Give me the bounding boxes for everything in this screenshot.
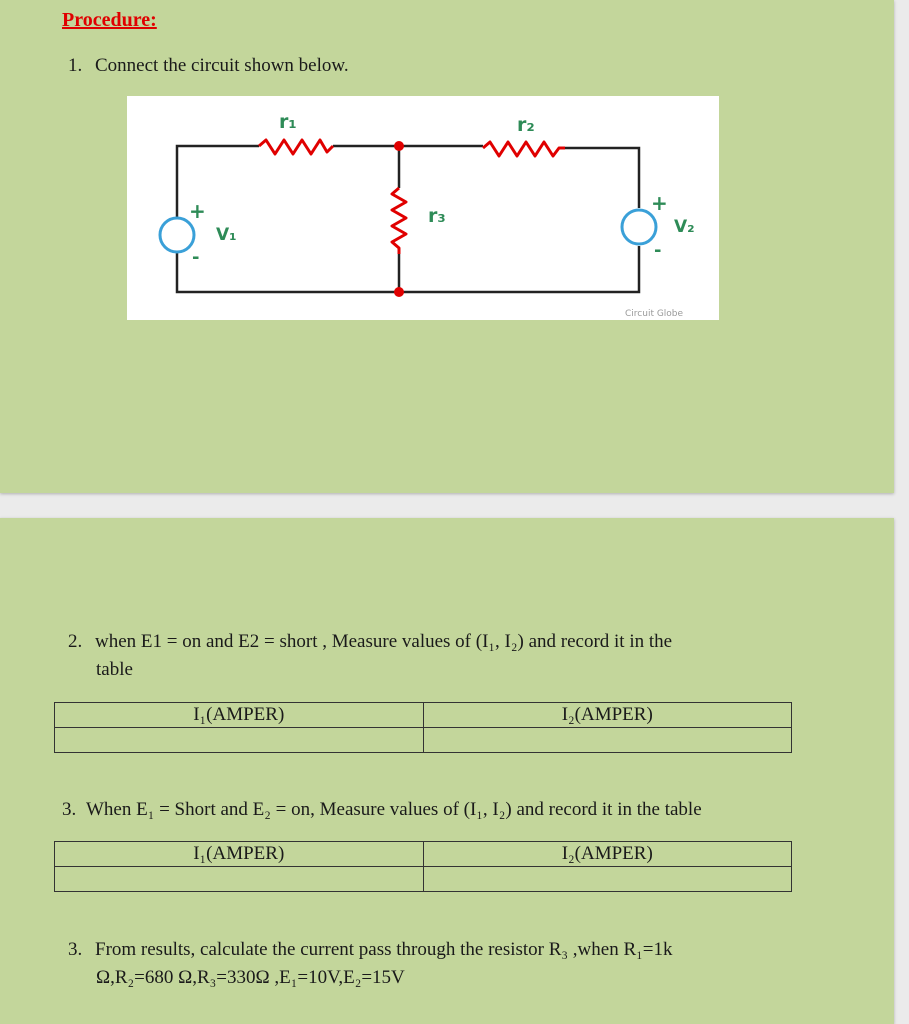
step-3b [68, 936, 672, 964]
v1-minus-sign: - [192, 247, 200, 268]
resistor-r2 [483, 142, 565, 156]
table-cell-i2[interactable] [423, 728, 792, 753]
label-r1: r₁ [279, 111, 297, 133]
step-3b-line1: From results, calculate the current pass through the resistor R₃ ,when R₁=1k [95, 939, 673, 960]
table-header-row [55, 703, 792, 728]
table-header-row [55, 842, 792, 867]
table-cell-i1[interactable] [55, 728, 424, 753]
step-3a-number: 3. [62, 799, 77, 820]
label-v1: V₁ [216, 225, 237, 245]
circuit-wires [177, 146, 639, 292]
results-table-1 [54, 702, 792, 753]
table-cell-i1[interactable] [55, 867, 424, 892]
table-row [55, 867, 792, 892]
table-header-i2: I₂(AMPER) [423, 703, 792, 728]
table-cell-i2[interactable] [423, 867, 792, 892]
label-r2: r₂ [517, 114, 535, 136]
voltage-source-v2 [622, 210, 656, 244]
circuit-diagram [127, 96, 719, 320]
junction-bottom [394, 287, 404, 297]
voltage-source-v1 [160, 218, 194, 252]
step-2-number: 2. [68, 631, 83, 652]
step-2-line2: table [96, 659, 133, 680]
step-3a-text: When E₁ = Short and E₂ = on, Measure values of (I₁, I₂) and record it in the table [86, 799, 702, 820]
resistor-r3 [392, 188, 406, 254]
step-2 [68, 628, 672, 656]
junction-top [394, 141, 404, 151]
step-3b-line2: Ω,R₂=680 Ω,R₃=330Ω ,E₁=10V,E₂=15V [96, 967, 405, 988]
v1-plus-sign: + [189, 199, 206, 223]
circuit-globe-watermark: Circuit Globe [625, 309, 684, 319]
step-3b-number: 3. [68, 939, 83, 960]
step-2-line1: when E1 = on and E2 = short , Measure values of (I₁, I₂) and record it in the [95, 631, 673, 652]
resistor-r1 [259, 140, 333, 154]
v2-plus-sign: + [651, 191, 668, 215]
document-page-2 [0, 518, 894, 1024]
table-header-i2: I₂(AMPER) [423, 842, 792, 867]
label-r3: r₃ [428, 205, 446, 227]
table-row [55, 728, 792, 753]
step-1 [68, 52, 349, 80]
step-1-number: 1. [68, 55, 83, 76]
procedure-heading: Procedure: [62, 9, 157, 31]
step-1-text: Connect the circuit shown below. [95, 55, 349, 76]
document-page-1 [0, 0, 894, 493]
table-header-i1: I₁(AMPER) [55, 842, 424, 867]
results-table-2 [54, 841, 792, 892]
table-header-i1: I₁(AMPER) [55, 703, 424, 728]
step-3a [62, 796, 702, 824]
label-v2: V₂ [674, 217, 695, 237]
v2-minus-sign: - [654, 240, 662, 261]
